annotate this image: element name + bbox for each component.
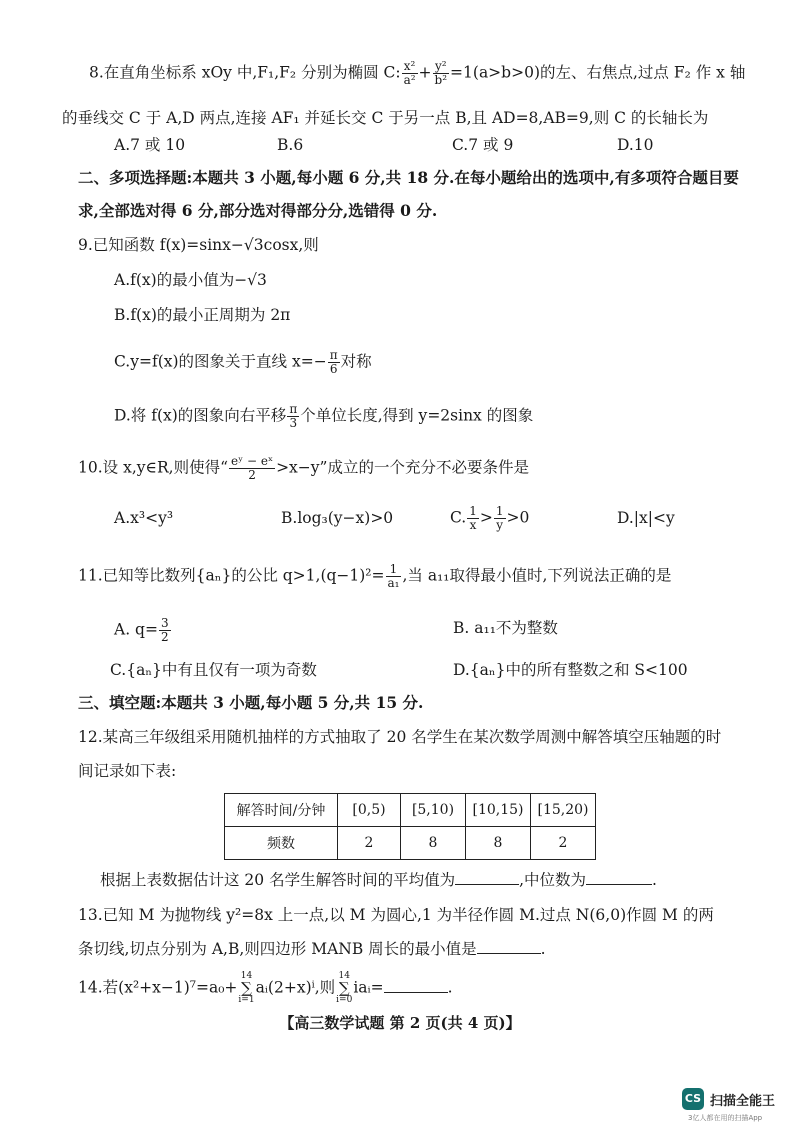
table-row <box>225 827 596 860</box>
q12-line1: 12.某高三年级组采用随机抽样的方式抽取了 20 名学生在某次数学周测中解答填空压轴题的时 <box>78 728 722 746</box>
q8-frac-y: $\frac{\text{y²}}{\text{b²}}$ <box>434 59 448 87</box>
camscanner-logo <box>682 1088 790 1122</box>
watermark-slogan: 3亿人都在用的扫描App <box>688 1114 763 1122</box>
q8-option-a: A.7 或 10 <box>114 136 186 154</box>
q9-stem: 9.已知函数 f(x)=sinx−√3cosx,则 <box>78 236 319 254</box>
q11-stem: 11.已知等比数列{aₙ}的公比 q>1,(q−1)²= $\frac{1}{\text{a₁}}$ ,当 a₁₁取得最小值时,下列说法正确的是 <box>78 562 672 590</box>
table-cell: 2 <box>531 827 596 860</box>
q8-option-b: B.6 <box>277 136 304 154</box>
q9-option-b: B.f(x)的最小正周期为 2π <box>114 306 291 324</box>
q12-line2: 间记录如下表: <box>78 762 177 780</box>
section2-heading-line2: 求,全部选对得 6 分,部分选对得部分分,选错得 0 分. <box>78 201 438 220</box>
table-cell: [10,15) <box>466 794 531 827</box>
q10-frac: $\frac{\text{eʸ − eˣ}}{2}$ <box>231 454 274 482</box>
table-cell: 8 <box>466 827 531 860</box>
q8-option-d: D.10 <box>617 136 654 154</box>
page-footer: 【高三数学试题 第 2 页(共 4 页)】 <box>279 1014 521 1032</box>
q12-blank-median <box>586 870 652 885</box>
q8-line2: 的垂线交 C 于 A,D 两点,连接 AF₁ 并延长交 C 于另一点 B,且 AD=8,AB=9,则 C 的长轴长为 <box>62 109 709 127</box>
q13-blank <box>477 939 541 954</box>
q14-sum1: 14 ∑ i=1 <box>238 971 255 1005</box>
q10-option-b: B.log₃(y−x)>0 <box>281 509 394 527</box>
q12-blank-mean <box>455 870 519 885</box>
q11-option-a: A. q= $\frac{3}{2}$ <box>114 616 169 644</box>
q11-option-d: D.{aₙ}中的所有整数之和 S<100 <box>453 661 688 679</box>
q9-option-a: A.f(x)的最小值为−√3 <box>114 271 267 289</box>
table-cell: 解答时间/分钟 <box>225 794 338 827</box>
section3-heading: 三、填空题:本题共 3 小题,每小题 5 分,共 15 分. <box>78 693 424 712</box>
watermark-name: 扫描全能王 <box>710 1094 776 1109</box>
q10-option-d: D.|x|<y <box>617 509 675 527</box>
q8-frac-x: $\frac{\text{x²}}{\text{a²}}$ <box>403 59 416 87</box>
q8-line1: 8.在直角坐标系 xOy 中,F₁,F₂ 分别为椭圆 C: $\frac{\text{x²}}{\text{a²}}$ + $\frac{\text{y²}}{\text{b²}}$ =1(a>b>0)的左、右焦点,过点 F₂ 作 x 轴 <box>89 59 746 87</box>
q11-frac: $\frac{1}{\text{a₁}}$ <box>387 562 400 590</box>
frequency-table <box>224 793 596 860</box>
q14-sum2: 14 ∑ i=0 <box>336 971 353 1005</box>
q9-d-frac: $\frac{\pi}{3}$ <box>289 402 298 430</box>
q13-line2: 条切线,切点分别为 A,B,则四边形 MANB 周长的最小值是 . <box>78 940 546 958</box>
q8-option-c: C.7 或 9 <box>452 136 514 154</box>
q11-option-c: C.{aₙ}中有且仅有一项为奇数 <box>110 661 317 679</box>
q9-option-d: D.将 f(x)的图象向右平移 $\frac{\pi}{3}$ 个单位长度,得到 y=2sinx 的图象 <box>114 402 534 430</box>
q11-option-b: B. a₁₁不为整数 <box>453 619 558 637</box>
q13-line1: 13.已知 M 为抛物线 y²=8x 上一点,以 M 为圆心,1 为半径作圆 M.过点 N(6,0)作圆 M 的两 <box>78 906 714 924</box>
q9-c-frac: $\frac{\pi}{6}$ <box>329 348 338 376</box>
cs-icon: CS <box>682 1088 704 1110</box>
table-cell: [15,20) <box>531 794 596 827</box>
q9-option-c: C.y=f(x)的图象关于直线 x=− $\frac{\pi}{6}$ 对称 <box>114 348 372 376</box>
q8-stem-part1: 8.在直角坐标系 xOy 中,F₁,F₂ 分别为椭圆 C: <box>89 63 401 82</box>
table-cell: 频数 <box>225 827 338 860</box>
table-cell: [5,10) <box>401 794 466 827</box>
section2-heading-line1: 二、多项选择题:本题共 3 小题,每小题 6 分,共 18 分.在每小题给出的选项中,有多项符合题目要 <box>78 168 739 187</box>
q8-stem-part2: =1(a>b>0)的左、右焦点,过点 F₂ 作 x 轴 <box>450 63 746 82</box>
q14-blank <box>384 978 448 993</box>
q14: 14.若(x²+x−1)⁷=a₀+ 14 ∑ i=1 aᵢ(2+x)ⁱ,则 14 ∑ i=0 iaᵢ= . <box>78 971 453 1005</box>
table-row <box>225 794 596 827</box>
q10-option-a: A.x³<y³ <box>114 509 174 527</box>
table-cell: 2 <box>338 827 401 860</box>
q10-stem: 10.设 x,y∈R,则使得“ $\frac{\text{eʸ − eˣ}}{2}$ >x−y”成立的一个充分不必要条件是 <box>78 454 529 482</box>
q12-after: 根据上表数据估计这 20 名学生解答时间的平均值为 ,中位数为 . <box>100 871 657 889</box>
table-cell: 8 <box>401 827 466 860</box>
q10-option-c: C. $\frac{1}{x}$ > $\frac{1}{y}$ >0 <box>450 504 530 532</box>
table-cell: [0,5) <box>338 794 401 827</box>
